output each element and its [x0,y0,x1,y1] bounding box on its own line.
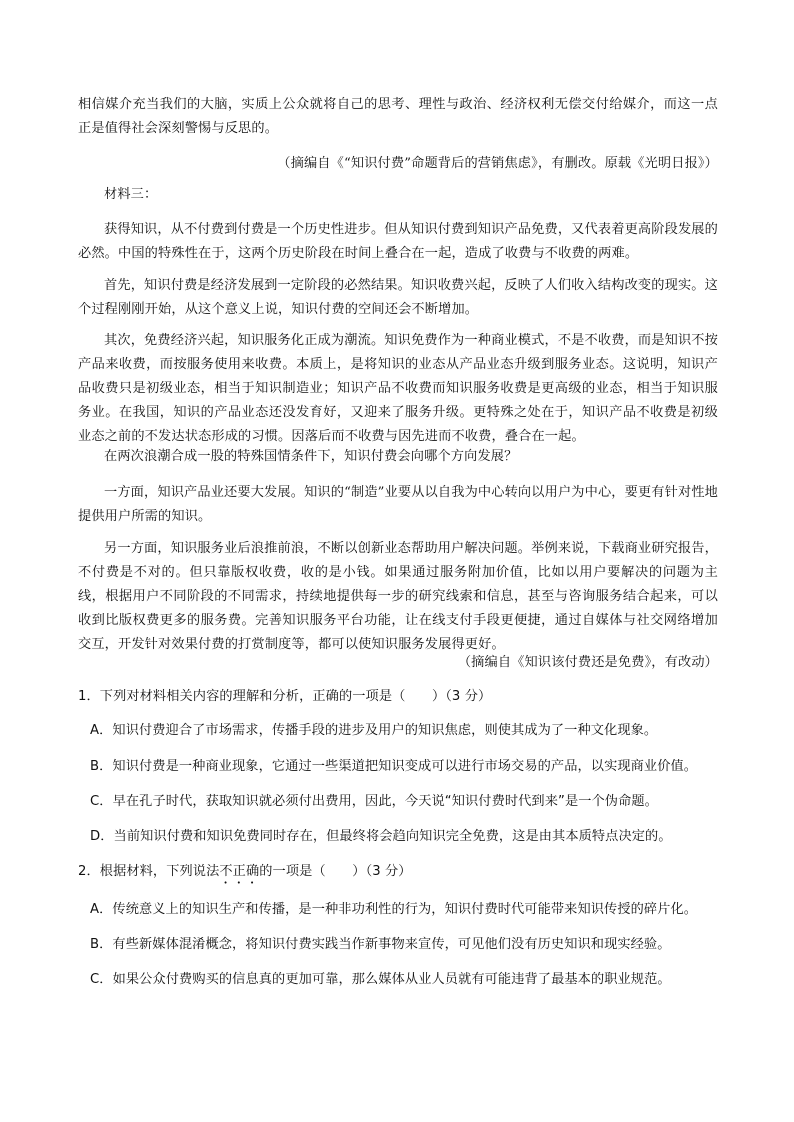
question-1-option-d: D．当前知识付费和知识免费同时存在，但最终将会趋向知识完全免费，这是由其本质特点决定的。 [90,829,672,844]
material3-paragraph-3: 其次，免费经济兴起，知识服务化正成为潮流。知识免费作为一种商业模式，不是不收费，而是知识不按产品来收费，而按服务使用来收费。本质上，是将知识的业态从产品业态升级到服务业态。这说明，知识产品收费只是初级业态，相当于知识制造业；知识产品不收费而知识服务收费是更高级的业态，相当于知识服务业。在我国，知识的产品业态还没发育好，又迎来了服务升级。更特殊之处在于，知识产品不收费是初级业态之前的不发达状态形成的习惯。因落后而不收费与因先进而不收费，叠合在一起。 [78,333,718,444]
question-2-stem [78,860,718,887]
question-2-stem-suffix: 的一项是（ ）（3 分） [259,864,412,879]
question-1-stem: 1．下列对材料相关内容的理解和分析，正确的一项是（ ）（3 分） [78,689,492,704]
question-1-option-b: B．知识付费是一种商业现象，它通过一些渠道把知识变成可以进行市场交易的产品，以实现商业价值。 [90,759,698,774]
question-2-emphasis: 不正确 [219,864,260,879]
question-1-option-c: C．早在孔子时代，获取知识就必须付出费用，因此，今天说“知识付费时代到来”是一个伪命题。 [90,794,658,809]
question-2-option-b: B．有些新媒体混淆概念，将知识付费实践当作新事物来宣传，可见他们没有历史知识和现实经验。 [90,937,671,952]
material3-paragraph-2: 首先，知识付费是经济发展到一定阶段的必然结果。知识收费兴起，反映了人们收入结构改变的现实。这个过程刚刚开始，从这个意义上说，知识付费的空间还会不断增加。 [78,278,718,317]
material3-paragraph-1: 获得知识，从不付费到付费是一个历史性进步。但从知识付费到知识产品免费，又代表着更高阶段发展的必然。中国的特殊性在于，这两个历史阶段在时间上叠合在一起，造成了收费与不收费的两难。 [78,222,718,261]
source-citation-2: （摘编自《知识该付费还是免费》，有改动） [457,655,718,670]
question-2-stem-prefix: 2．根据材料，下列说法 [78,864,220,879]
source-citation-1: （摘编自《“知识付费”命题背后的营销焦虑》，有删改。原载《光明日报》） [277,156,718,171]
material3-paragraph-6: 另一方面，知识服务业后浪推前浪，不断以创新业态帮助用户解决问题。举例来说，下载商业研究报告，不付费是不对的。但只靠版权收费，收的是小钱。如果通过服务附加价值，比如以用户要解决的问题为主线，根据用户不同阶段的不同需求，持续地提供每一步的研究线索和信息，甚至与咨询服务结合起来，可以收到比版权费更多的服务费。完善知识服务平台功能，让在线支付手段更便捷，通过自媒体与社交网络增加交互，开发针对效果付费的打赏制度等，都可以使知识服务发展得更好。 [78,541,718,652]
question-1-option-a: A．知识付费迎合了市场需求，传播手段的进步及用户的知识焦虑，则使其成为了一种文化现象。 [90,723,658,738]
question-2-option-a: A．传统意义上的知识生产和传播，是一种非功利性的行为，知识付费时代可能带来知识传授的碎片化。 [90,902,698,917]
material2-closing-paragraph: 相信媒介充当我们的大脑，实质上公众就将自己的思考、理性与政治、经济权利无偿交付给媒介，而这一点正是值得社会深刻警惕与反思的。 [78,97,718,136]
material3-label: 材料三： [104,187,158,202]
material3-paragraph-5: 一方面，知识产品业还要大发展。知识的“制造”业要从以自我为中心转向以用户为中心，要更有针对性地提供用户所需的知识。 [78,485,718,524]
material3-paragraph-4: 在两次浪潮合成一股的特殊国情条件下，知识付费会向哪个方向发展？ [104,449,518,464]
question-2-option-c: C．如果公众付费购买的信息真的更加可靠，那么媒体从业人员就有可能违背了最基本的职业规范。 [90,972,671,987]
